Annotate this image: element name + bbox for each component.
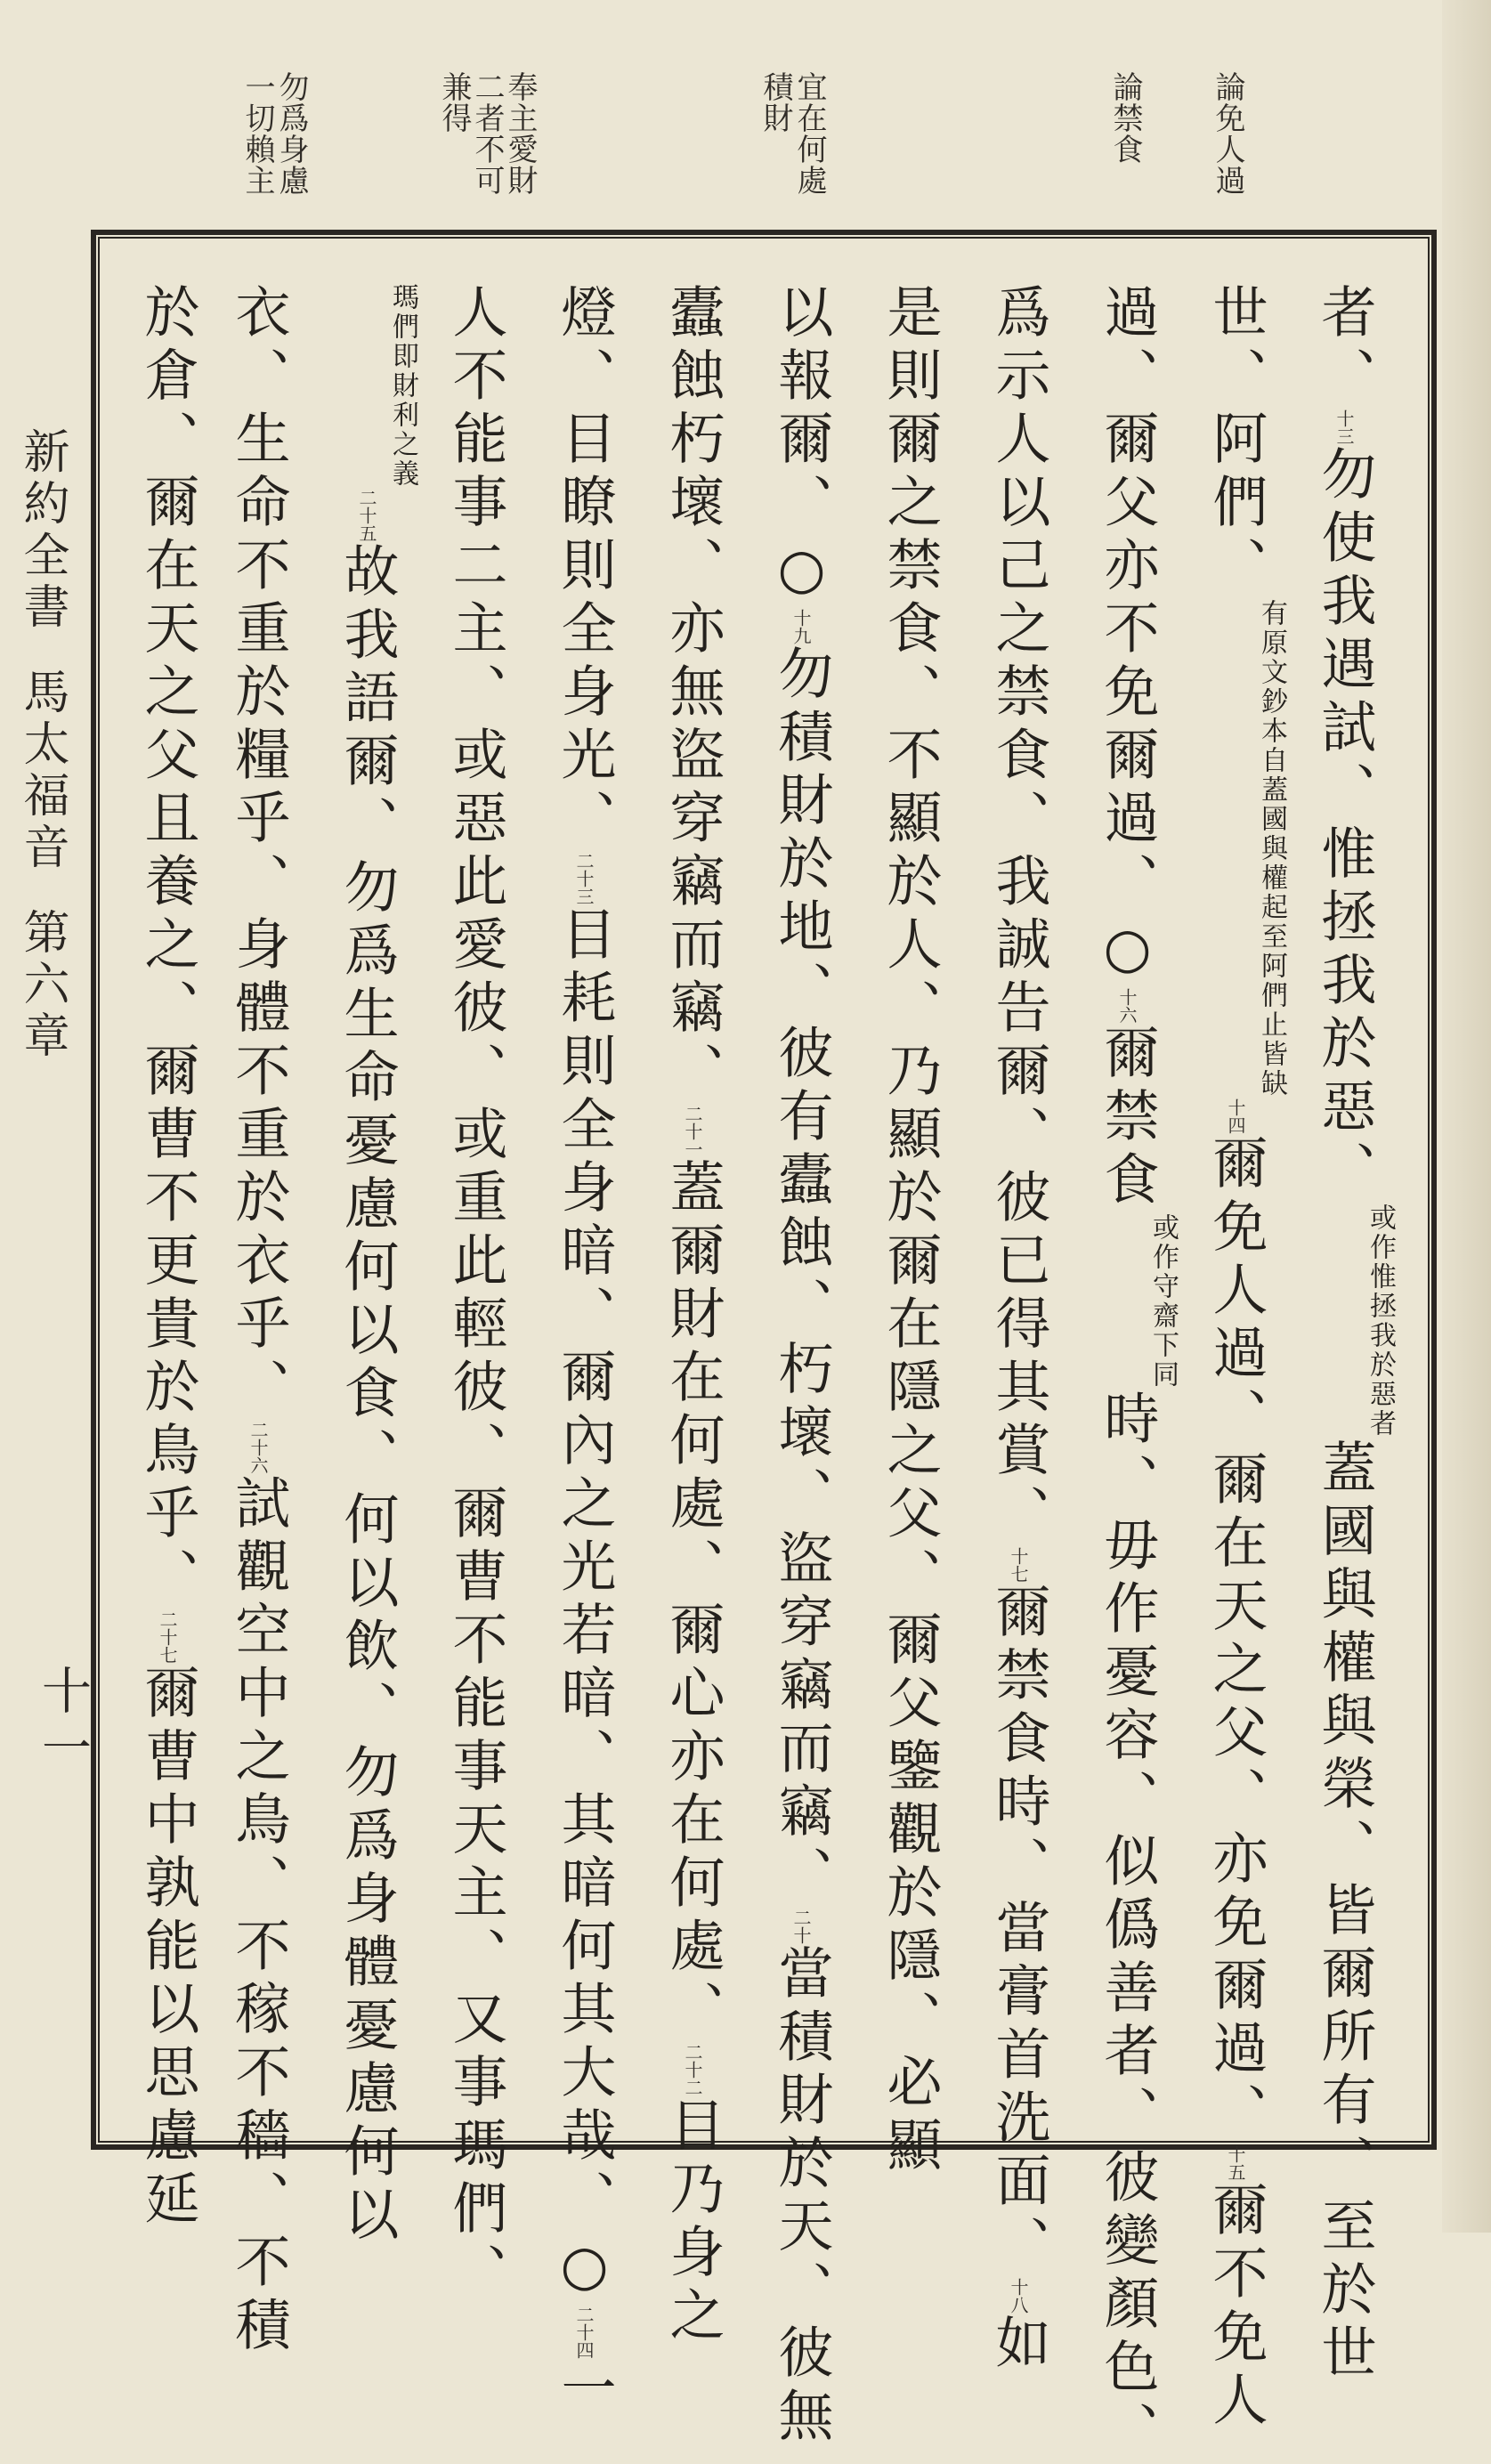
verse-number: 二十七 [157, 1610, 178, 1664]
headnote-text: 論禁食 [1107, 71, 1143, 165]
text-column-4 [965, 283, 1072, 2377]
text-column-8 [531, 283, 637, 2422]
column-text: 蓋國與權與榮、皆爾所有、至於世 [1312, 1439, 1377, 2387]
headnote-text: 積財 [758, 71, 793, 134]
column-text: 爾曹中孰能以思慮延 [135, 1664, 200, 2233]
verse-number: 二十六 [247, 1421, 269, 1474]
column-text: 世、阿們、 [1203, 283, 1268, 599]
text-column-6 [748, 283, 855, 2450]
verse-number: 十六 [1116, 988, 1138, 1024]
page-number: 十一 [34, 1665, 92, 1779]
text-column-3 [1074, 283, 1180, 2464]
verse-number: 二十四 [573, 2306, 595, 2359]
verse-number: 十八 [1008, 2278, 1029, 2314]
column-text: 故我語爾、勿爲生命憂慮何以食、何以飲、勿爲身體憂慮何以 [335, 542, 400, 2249]
column-text: 是則爾之禁食、不顯於人、乃顯於爾在隱之父、爾父鑒觀於隱、必顯 [878, 283, 943, 2179]
column-text: 爾免人過、爾在天之父、亦免爾過、 [1203, 1134, 1268, 2145]
column-text: 爾不免人 [1203, 2181, 1268, 2434]
text-column-9 [422, 283, 529, 2306]
running-title [16, 427, 68, 1063]
headnote-text: 一切賴主 [239, 71, 275, 196]
text-column-5 [856, 283, 963, 2179]
verse-number: 二十五 [356, 489, 377, 542]
interlinear-note [1145, 1213, 1180, 1390]
column-text: 蓋爾財在何處、爾心亦在何處、 [660, 1158, 725, 2043]
column-text: 一 [552, 2359, 617, 2422]
interlinear-note [1253, 599, 1289, 1098]
note-line: 我於惡者 [1365, 1321, 1396, 1439]
column-text: 燈、目瞭則全身光、 [552, 283, 617, 852]
note-line: 齋下同 [1147, 1301, 1179, 1390]
note-line: 或作守 [1147, 1213, 1179, 1301]
verse-number: 十五 [1225, 2145, 1246, 2181]
column-text: 爾禁食時、當膏首洗面、 [986, 1583, 1051, 2278]
headnote-text: 宜在何處 [791, 71, 827, 196]
note-line: 權起至阿們止皆缺 [1256, 863, 1287, 1098]
column-text: 蠹蝕朽壞、亦無盜穿竊而竊、 [660, 283, 725, 1105]
column-text: 時、毋作憂容、似僞善者、彼變顏色、 [1095, 1390, 1160, 2464]
column-text: 試觀空中之鳥、不稼不穡、不積 [226, 1474, 291, 2359]
headnote-two-masters-1 [503, 71, 537, 196]
headnote-fasting [1108, 71, 1142, 165]
column-text: 目耗則全身暗、爾內之光若暗、其暗何其大哉、○ [552, 905, 617, 2306]
verse-number: 二十二 [682, 2043, 703, 2096]
column-text: 者、 [1312, 283, 1377, 409]
headnote-two-masters-3 [437, 71, 471, 134]
note-line: 有原文鈔本自蓋國與 [1256, 599, 1287, 863]
headnote-worry-2 [240, 71, 274, 196]
text-column-11 [205, 283, 312, 2359]
headnote-text: 兼得 [436, 71, 472, 134]
column-text: 過、爾父亦不免爾過、○ [1095, 283, 1160, 988]
headnote-treasure-2 [758, 71, 792, 134]
verse-number: 十三 [1333, 409, 1355, 445]
headnote-text: 奉主愛財 [502, 71, 538, 196]
column-text: 如 [986, 2314, 1051, 2377]
note-line: 瑪們即財 [387, 283, 418, 401]
headnote-forgive [1211, 71, 1244, 196]
headnote-treasure-1 [792, 71, 826, 196]
interlinear-note [1362, 1204, 1398, 1439]
verse-number: 十九 [790, 609, 812, 644]
column-text: 爲示人以己之禁食、我誠告爾、彼已得其賞、 [986, 283, 1051, 1547]
column-text: 於倉、爾在天之父且養之、爾曹不更貴於鳥乎、 [135, 283, 200, 1610]
page-edge-shadow [1442, 0, 1491, 2233]
headnote-worry-1 [274, 71, 308, 196]
text-column-10 [313, 283, 420, 2249]
column-text: 衣、生命不重於糧乎、身體不重於衣乎、 [226, 283, 291, 1421]
text-column-2 [1182, 283, 1289, 2434]
column-text: 當積財於天、彼無 [769, 1944, 834, 2450]
verse-number: 十七 [1008, 1547, 1029, 1583]
headnote-text: 勿爲身慮 [273, 71, 309, 196]
note-line: 利之義 [387, 401, 418, 489]
text-column-12 [114, 283, 221, 2233]
column-text: 爾禁食 [1095, 1024, 1160, 1213]
verse-number: 十四 [1225, 1098, 1246, 1134]
interlinear-note [385, 283, 420, 489]
column-text: 以報爾、○ [769, 283, 834, 609]
running-title-chapter: 第六章 [15, 908, 69, 1063]
verse-number: 二十一 [682, 1105, 703, 1158]
headnote-two-masters-2 [470, 71, 504, 196]
headnote-text: 二者不可 [469, 71, 505, 196]
verse-number: 二十三 [573, 852, 595, 905]
column-text: 目乃身之 [660, 2096, 725, 2349]
column-text: 勿使我遇試、惟拯我於惡、 [1312, 445, 1377, 1204]
text-column-1 [1291, 283, 1398, 2387]
headnote-text: 論免人過 [1210, 71, 1245, 196]
running-title-gospel: 馬太福音 [15, 668, 69, 874]
text-column-7 [639, 283, 746, 2349]
column-text: 勿積財於地、彼有蠹蝕、朽壞、盜穿竊而竊、 [769, 644, 834, 1909]
note-line: 或作惟拯 [1365, 1204, 1396, 1321]
column-text: 人不能事二主、或惡此愛彼、或重此輕彼、爾曹不能事天主、又事瑪們、 [443, 283, 508, 2306]
verse-number: 二十 [790, 1909, 812, 1944]
running-title-book: 新約全書 [15, 427, 69, 634]
